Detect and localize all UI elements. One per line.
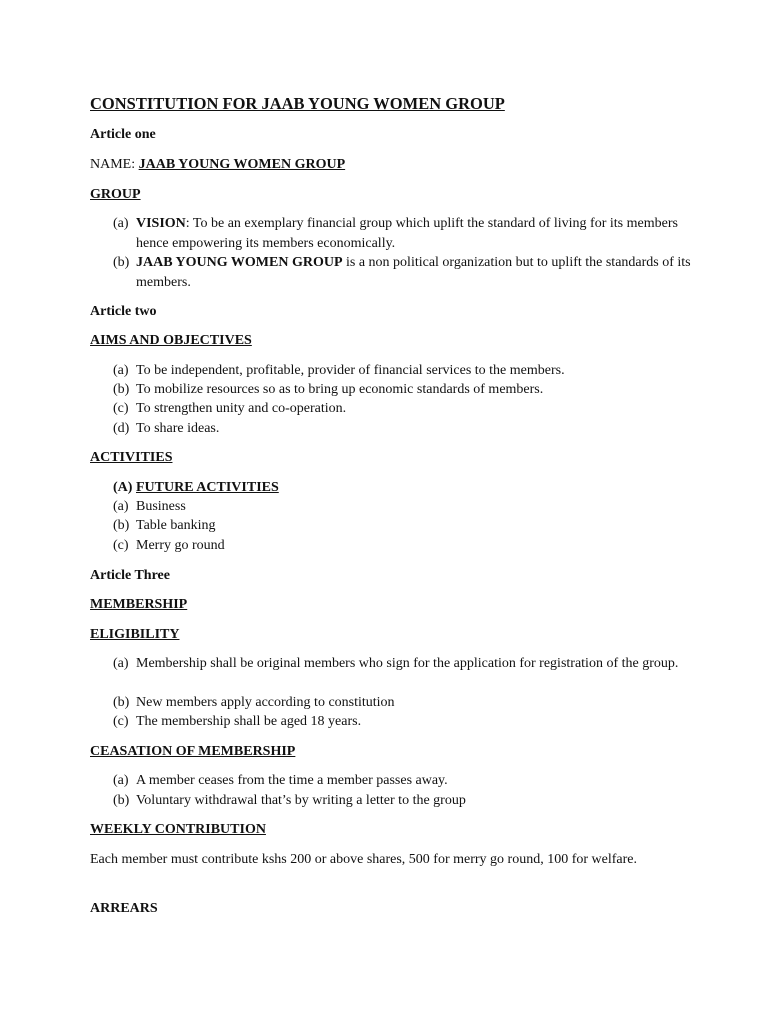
list-item xyxy=(113,399,693,419)
list-marker: (a) xyxy=(113,499,129,514)
eligibility-heading: ELIGIBILITY xyxy=(90,627,180,642)
list-marker: (b) xyxy=(113,695,130,710)
list-item-text: A member ceases from the time a member passes away. xyxy=(136,773,448,788)
list-marker: (b) xyxy=(113,793,130,808)
list-marker: (c) xyxy=(113,401,129,416)
list-item-text: Voluntary withdrawal that’s by writing a letter to the group xyxy=(136,793,466,808)
list-item xyxy=(113,361,693,381)
list-item-text: Business xyxy=(136,499,186,514)
list-item-text: To be independent, profitable, provider of financial services to the members. xyxy=(136,363,565,378)
list-item xyxy=(113,712,693,732)
list-item-text: Merry go round xyxy=(136,538,225,553)
list-marker: (A) xyxy=(113,480,133,495)
list-marker: (c) xyxy=(113,538,129,553)
document-title: CONSTITUTION FOR JAAB YOUNG WOMEN GROUP xyxy=(90,94,505,113)
list-item xyxy=(113,516,693,536)
list-item-text: To mobilize resources so as to bring up economic standards of members. xyxy=(136,382,544,397)
list-marker: (a) xyxy=(113,656,129,671)
list-item-text: Table banking xyxy=(136,518,216,533)
list-marker: (a) xyxy=(113,216,129,231)
list-item xyxy=(113,214,693,253)
list-item xyxy=(113,380,693,400)
name-value: JAAB YOUNG WOMEN GROUP xyxy=(138,157,346,172)
group-name-label: JAAB YOUNG WOMEN GROUP xyxy=(136,255,343,270)
activities-heading: ACTIVITIES xyxy=(90,450,173,465)
name-line xyxy=(90,155,345,175)
list-item xyxy=(113,771,693,791)
list-marker: (a) xyxy=(113,773,129,788)
article-one-heading: Article one xyxy=(90,127,156,142)
list-item-text: Membership shall be original members who sign for the application for registration of the group. xyxy=(136,656,679,671)
list-item xyxy=(113,693,693,713)
future-activities-label: FUTURE ACTIVITIES xyxy=(136,480,279,495)
arrears-heading: ARREARS xyxy=(90,901,158,916)
aims-heading: AIMS AND OBJECTIVES xyxy=(90,333,252,348)
list-item-text: To strengthen unity and co-operation. xyxy=(136,401,347,416)
membership-heading: MEMBERSHIP xyxy=(90,597,188,612)
name-label: NAME: xyxy=(90,157,136,172)
list-item-text: To share ideas. xyxy=(136,421,220,436)
list-item xyxy=(113,654,693,674)
list-item-text: The membership shall be aged 18 years. xyxy=(136,714,362,729)
list-marker: (b) xyxy=(113,382,130,397)
future-activities-heading xyxy=(113,478,693,498)
vision-label: VISION xyxy=(136,216,186,231)
list-marker: (b) xyxy=(113,255,130,270)
weekly-contribution-heading: WEEKLY CONTRIBUTION xyxy=(90,822,266,837)
ceasation-heading: CEASATION OF MEMBERSHIP xyxy=(90,744,296,759)
group-heading: GROUP xyxy=(90,187,141,202)
list-item xyxy=(113,253,693,292)
list-marker: (a) xyxy=(113,363,129,378)
list-item-text: : To be an exemplary financial group which uplift the standard of living for its members hence empowering its members economically. xyxy=(136,216,678,251)
article-three-heading: Article Three xyxy=(90,568,170,583)
list-item xyxy=(113,497,693,517)
list-item xyxy=(113,536,693,556)
list-marker: (c) xyxy=(113,714,129,729)
list-item xyxy=(113,791,693,811)
list-item xyxy=(113,419,693,439)
list-marker: (d) xyxy=(113,421,130,436)
list-marker: (b) xyxy=(113,518,130,533)
list-item-text: New members apply according to constitution xyxy=(136,695,395,710)
article-two-heading: Article two xyxy=(90,304,157,319)
weekly-contribution-text: Each member must contribute kshs 200 or above shares, 500 for merry go round, 100 for welfare. xyxy=(90,852,638,867)
list-item-text: is a non political organization but to uplift the standards of its members. xyxy=(136,255,691,290)
